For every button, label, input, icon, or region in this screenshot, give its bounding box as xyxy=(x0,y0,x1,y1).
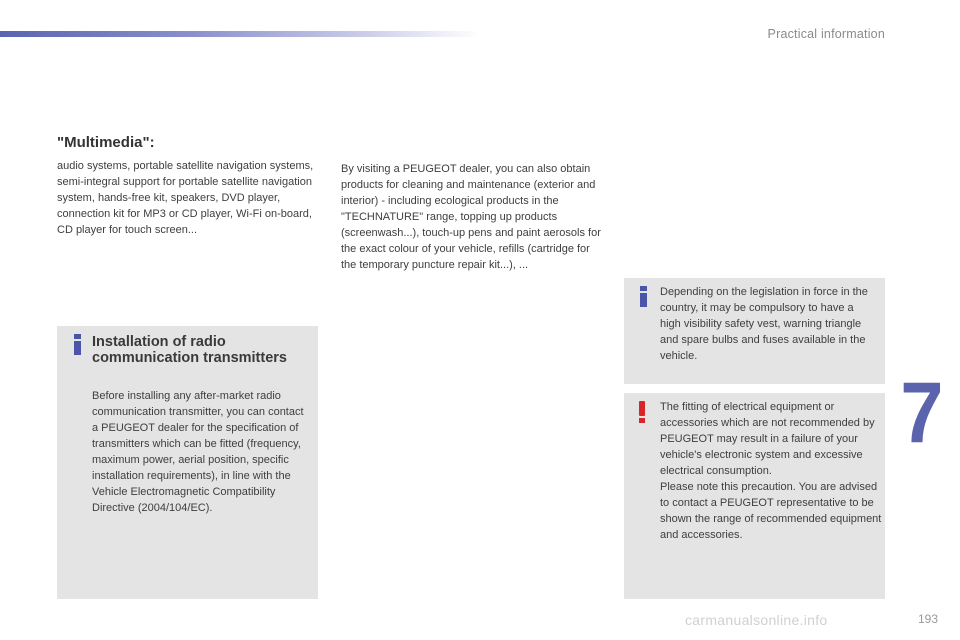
multimedia-heading: "Multimedia": xyxy=(57,134,155,151)
dealer-products-text: By visiting a PEUGEOT dealer, you can also obtain products for cleaning and maintenance (exterior and interior) - including ecological products in the "TECHNATURE" range, topping up products (screenwash...), touch-up pens and paint aerosols for the exact colour of your vehicle, refills (cartridge for the temporary puncture repair kit...), ... xyxy=(341,163,601,271)
info-icon xyxy=(71,334,85,355)
radio-transmitters-heading: Installation of radio communication transmitters xyxy=(92,334,287,366)
watermark: carmanualsonline.info xyxy=(685,612,828,628)
chapter-number: 7 xyxy=(900,365,944,461)
warning-icon xyxy=(635,401,649,423)
info-icon xyxy=(637,286,651,307)
multimedia-text: audio systems, portable satellite navigation systems, semi-integral support for portable satellite navigation system, hands-free kit, speakers, DVD player, connection kit for MP3 or CD player, Wi-Fi on-board, CD player for touch screen... xyxy=(57,160,314,236)
electrical-warning-text xyxy=(660,399,882,543)
electrical-warning-paragraph-2: Please note this precaution. You are advised to contact a PEUGEOT representative to be shown the range of recommended equipment and accessories. xyxy=(660,481,882,541)
electrical-warning-box xyxy=(624,393,885,599)
header-gradient-bar xyxy=(0,31,480,37)
page-number: 193 xyxy=(917,612,938,626)
radio-transmitters-text: Before installing any after-market radio communication transmitter, you can contact a PEUGEOT dealer for the specification of transmitters which can be fitted (frequency, maximum power, aerial position, specific installation requirements), in line with the Vehicle Electromagnetic Compatibility Directive (2004/104/EC). xyxy=(92,390,304,514)
safety-vest-text: Depending on the legislation in force in the country, it may be compulsory to have a high visibility safety vest, warning triangle and spare bulbs and fuses available in the vehicle. xyxy=(660,286,868,362)
electrical-warning-paragraph-1: The fitting of electrical equipment or accessories which are not recommended by PEUGEOT may result in a failure of your vehicle's electronic system and excessive electrical consumption. xyxy=(660,401,875,477)
radio-transmitters-box xyxy=(57,326,318,599)
safety-vest-box xyxy=(624,278,885,384)
section-title: Practical information xyxy=(767,27,885,41)
